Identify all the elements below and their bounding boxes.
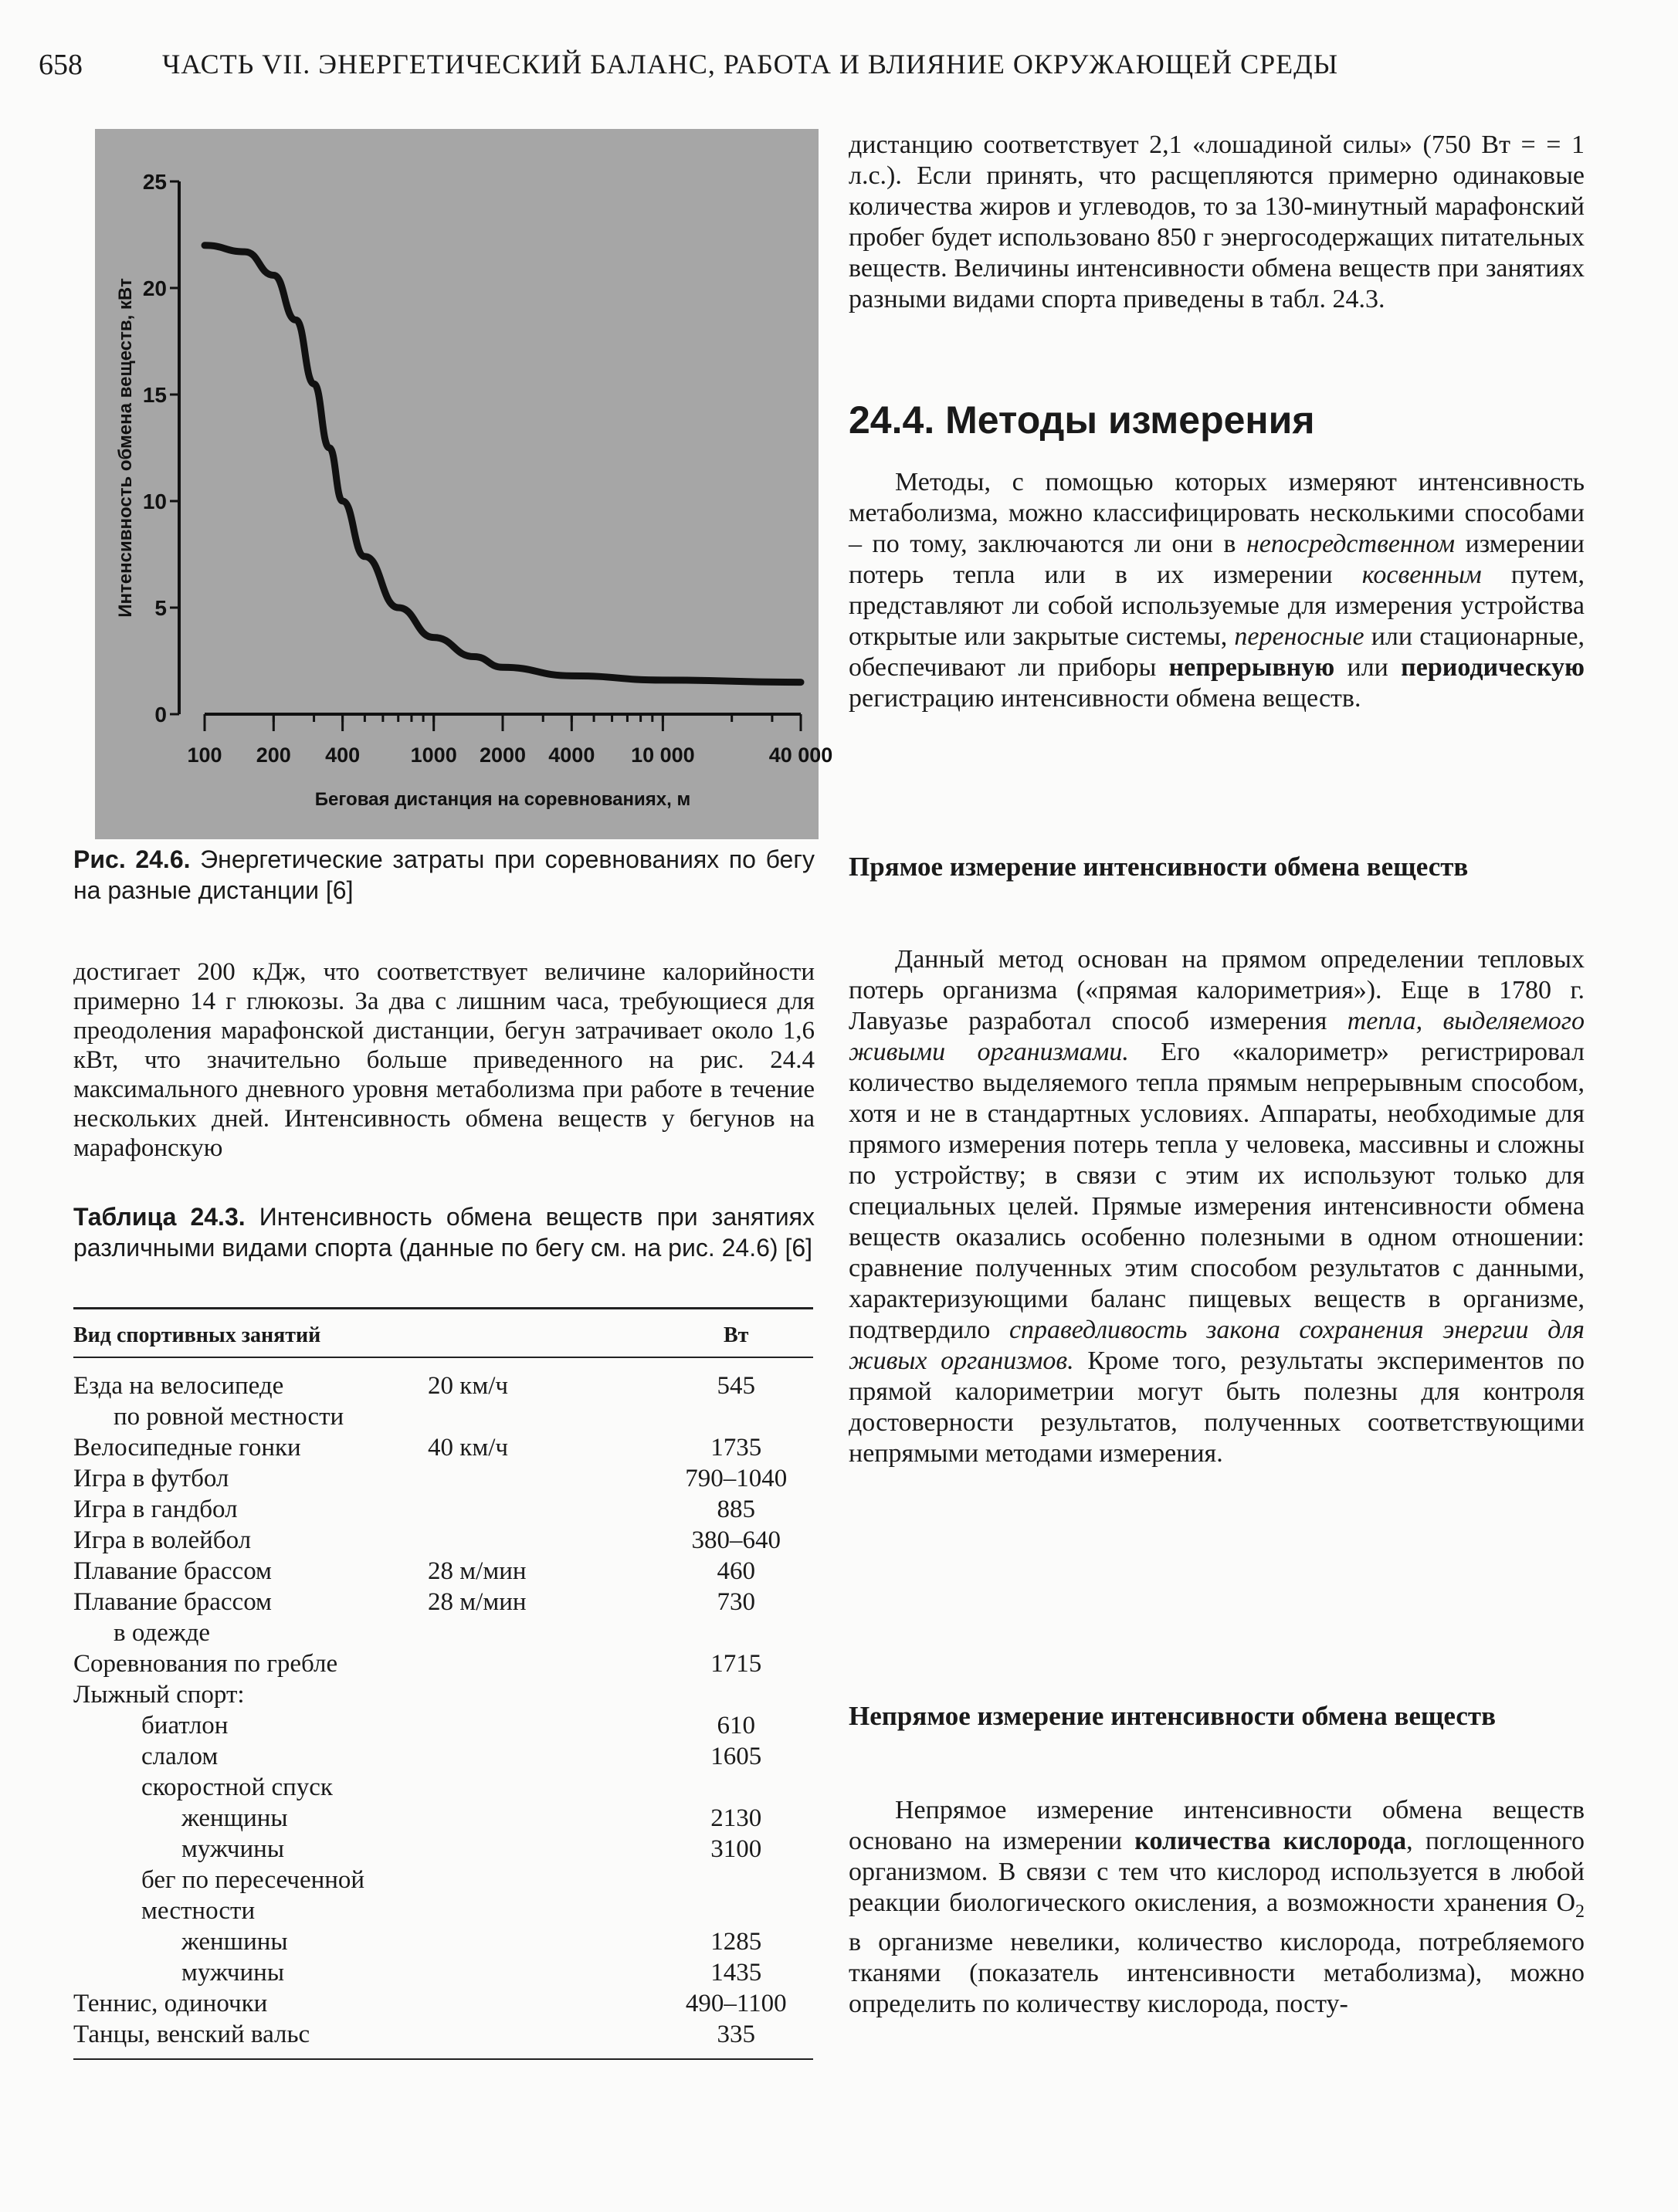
table-row bbox=[73, 1618, 813, 1648]
watts-cell: 460 bbox=[717, 1557, 755, 1585]
table-row bbox=[73, 1957, 813, 1988]
speed-cell bbox=[428, 1957, 659, 1988]
italic-text: переносные bbox=[1234, 622, 1364, 651]
speed-cell bbox=[428, 1525, 659, 1556]
bold-text: количества кислорода bbox=[1134, 1827, 1407, 1855]
activity-cell: в одежде bbox=[114, 1619, 211, 1647]
watts-cell: 1735 bbox=[710, 1434, 762, 1462]
table-caption-text: Интенсивность обмена веществ при занятиях различными видами спорта (данные по бегу см. на рис. 24.6) [6] bbox=[73, 1203, 815, 1262]
speed-cell bbox=[428, 1988, 659, 2019]
y-tick-label: 5 bbox=[154, 596, 167, 620]
speed-cell bbox=[428, 1803, 659, 1834]
activity-cell: Соревнования по гребле bbox=[73, 1650, 338, 1678]
x-tick-label: 10 000 bbox=[631, 744, 695, 767]
table-row bbox=[73, 1710, 813, 1741]
watts-cell bbox=[659, 1865, 813, 1895]
table-row bbox=[73, 1463, 813, 1494]
activity-cell: Велосипедные гонки bbox=[73, 1434, 301, 1462]
speed-cell bbox=[428, 1741, 659, 1772]
text-segment: Данный метод основан на прямом определении тепловых потерь организма («прямая калориметрия»). Еще в 1780 г. Лавуазье разработал способ измерения bbox=[849, 945, 1585, 1035]
figure-caption bbox=[73, 844, 815, 906]
table-row bbox=[73, 1587, 813, 1618]
activity-cell: местности bbox=[141, 1897, 256, 1925]
activity-cell: биатлон bbox=[141, 1712, 229, 1739]
activity-cell: слалом bbox=[141, 1743, 219, 1770]
paragraph-direct bbox=[849, 944, 1585, 1469]
activity-cell: скоростной спуск bbox=[141, 1773, 333, 1801]
watts-cell: 2130 bbox=[710, 1804, 762, 1832]
watts-cell: 1435 bbox=[710, 1959, 762, 1987]
activity-cell: Игра в футбол bbox=[73, 1465, 229, 1492]
speed-cell bbox=[428, 1865, 659, 1895]
italic-text: справедливость закона сохранения энергии для живых организмов. bbox=[849, 1316, 1585, 1375]
table-row bbox=[73, 1772, 813, 1803]
text-segment: или bbox=[1334, 653, 1402, 682]
series-line-curve bbox=[205, 246, 801, 683]
activity-cell: Плавание брассом bbox=[73, 1557, 272, 1585]
watts-cell: 335 bbox=[717, 2021, 755, 2048]
watts-cell: 790–1040 bbox=[685, 1465, 788, 1492]
speed-cell: 20 км/ч bbox=[428, 1372, 508, 1400]
activity-cell: мужчины bbox=[181, 1959, 285, 1987]
speed-cell bbox=[428, 1648, 659, 1679]
table-row bbox=[73, 2019, 813, 2050]
section-heading: 24.4. Методы измерения bbox=[849, 398, 1315, 442]
speed-cell bbox=[428, 1772, 659, 1803]
table-row bbox=[73, 1525, 813, 1556]
watts-cell bbox=[659, 1772, 813, 1803]
table-row bbox=[73, 1432, 813, 1463]
text-segment: , поглощенного организмом. В связи с тем что кислород используется в любой реакции биологического окисления, а возможности хранения O bbox=[849, 1827, 1585, 1917]
y-axis-label: Интенсивность обмена веществ, кВт bbox=[115, 278, 136, 618]
x-tick-label: 200 bbox=[256, 744, 291, 767]
table-row bbox=[73, 1679, 813, 1710]
speed-cell bbox=[428, 1895, 659, 1926]
y-tick-label: 25 bbox=[142, 170, 167, 194]
watts-cell: 545 bbox=[717, 1372, 755, 1400]
y-tick-label: 20 bbox=[142, 276, 167, 300]
figure-caption-text: Энергетические затраты при соревнованиях по бегу на разные дистанции [6] bbox=[73, 845, 815, 904]
watts-cell: 1715 bbox=[710, 1650, 762, 1678]
x-tick-label: 40 000 bbox=[768, 744, 833, 767]
paragraph-methods bbox=[849, 467, 1585, 714]
activity-cell: мужчины bbox=[181, 1835, 285, 1863]
speed-cell bbox=[428, 1494, 659, 1525]
activity-cell: женшины bbox=[181, 1928, 288, 1956]
activity-cell: Плавание брассом bbox=[73, 1588, 272, 1616]
activity-cell: по ровной местности bbox=[114, 1403, 344, 1431]
page-number: 658 bbox=[39, 49, 83, 81]
x-tick-label: 1000 bbox=[410, 744, 457, 767]
running-title: ЧАСТЬ VII. ЭНЕРГЕТИЧЕСКИЙ БАЛАНС, РАБОТА И ВЛИЯНИЕ ОКРУЖАЮЩЕЙ СРЕДЫ bbox=[162, 49, 1339, 80]
italic-text: косвенным bbox=[1361, 561, 1482, 589]
text-segment: Его «калориметр» регистрировал количество выделяемого тепла прямым непрерывным способом, хотя и не в стандартных условиях. Аппараты, необходимые для прямого измерения потерь тепла у человека, массивны и сложны по устройству; в связи с этим их используют только для специальных целей. Прямые измерения интенсивности обмена веществ оказались особенно полезными в одном отношении: сравнение полученных этим способом результатов с данными, характеризующими баланс пищевых веществ в организме, подтвердило bbox=[849, 1038, 1585, 1344]
table-row bbox=[73, 1494, 813, 1525]
table-row bbox=[73, 1895, 813, 1926]
activity-cell: бег по пересеченной bbox=[141, 1866, 365, 1894]
subheading-indirect: Непрямое измерение интенсивности обмена веществ bbox=[849, 1701, 1497, 1731]
table-body bbox=[73, 1370, 813, 2050]
table-row bbox=[73, 1648, 813, 1679]
table-row bbox=[73, 1865, 813, 1895]
left-paragraph: достигает 200 кДж, что соответствует величине калорийности примерно 14 г глюкозы. За два с лишним часа, требующиеся для преодоления марафонской дистанции, бегун затрачивает около 1,6 кВт, что значительно больше приведенного на рис. 24.4 максимального дневного уровня метаболизма при работе в течение нескольких дней. Интенсивность обмена веществ у бегунов на марафонскую bbox=[73, 958, 815, 1162]
text-segment: измерении потерь тепла или в их измерении bbox=[849, 530, 1585, 589]
activity-cell: Игра в гандбол bbox=[73, 1496, 238, 1523]
y-tick-label: 10 bbox=[142, 489, 167, 513]
table-row bbox=[73, 1988, 813, 2019]
table-row bbox=[73, 1926, 813, 1957]
table-row bbox=[73, 1803, 813, 1834]
watts-cell bbox=[659, 1679, 813, 1710]
table-row bbox=[73, 1401, 813, 1432]
italic-text: тепла, выделяемого живыми организмами. bbox=[849, 1007, 1585, 1066]
paragraph-continuation bbox=[849, 130, 1585, 315]
y-tick-label: 0 bbox=[154, 703, 167, 727]
activity-cell: Лыжный спорт: bbox=[73, 1681, 245, 1709]
watts-cell: 1605 bbox=[710, 1743, 762, 1770]
text-segment: регистрацию интенсивности обмена веществ. bbox=[849, 684, 1361, 713]
table-bottom-rule bbox=[73, 2058, 813, 2060]
x-tick-label: 400 bbox=[325, 744, 361, 767]
table-row bbox=[73, 1741, 813, 1772]
subheading-direct: Прямое измерение интенсивности обмена веществ bbox=[849, 852, 1469, 882]
speed-cell bbox=[428, 1401, 659, 1432]
watts-cell bbox=[659, 1401, 813, 1432]
watts-cell: 1285 bbox=[710, 1928, 762, 1956]
table-header-rule bbox=[73, 1357, 813, 1358]
text-segment: дистанцию соответствует 2,1 «лошадиной силы» (750 Вт = = 1 л.с.). Если принять, что расщепляются примерно одинаковые количества жиров и углеводов, то за 130-минутный марафонский пробег будет использовано 850 г энергосодержащих питательных веществ. Величины интенсивности обмена веществ при занятиях разными видами спорта приведены в табл. 24.3. bbox=[849, 130, 1585, 313]
table-caption bbox=[73, 1201, 815, 1263]
table-header bbox=[73, 1320, 813, 1351]
watts-cell bbox=[659, 1618, 813, 1648]
text-segment: или стационарные, обеспечивают ли приборы bbox=[849, 622, 1585, 682]
activity-cell: Теннис, одиночки bbox=[73, 1990, 268, 2017]
paragraph-indirect bbox=[849, 1795, 1585, 2020]
bold-text: периодическую bbox=[1401, 653, 1585, 682]
watts-cell: 610 bbox=[717, 1712, 755, 1739]
table-header-watts: Вт bbox=[723, 1323, 749, 1347]
figure-label: Рис. 24.6. bbox=[73, 845, 191, 873]
speed-cell bbox=[428, 2019, 659, 2050]
x-tick-label: 100 bbox=[187, 744, 222, 767]
speed-cell: 40 км/ч bbox=[428, 1434, 508, 1462]
watts-cell: 490–1100 bbox=[685, 1990, 787, 2017]
watts-cell: 3100 bbox=[710, 1835, 762, 1863]
activity-cell: женщины bbox=[181, 1804, 288, 1832]
text-segment: Методы, с помощью которых измеряют интенсивность метаболизма, можно классифицировать несколькими способами – по тому, заключаются ли они в bbox=[849, 468, 1585, 558]
speed-cell bbox=[428, 1710, 659, 1741]
watts-cell: 380–640 bbox=[691, 1526, 781, 1554]
table-top-rule bbox=[73, 1307, 813, 1309]
x-tick-label: 2000 bbox=[479, 744, 527, 767]
table-row bbox=[73, 1370, 813, 1401]
bold-text: непрерывную bbox=[1168, 653, 1335, 682]
watts-cell: 885 bbox=[717, 1496, 755, 1523]
text-segment: путем, представляют ли собой используемые для измерения устройства открытые или закрытые системы, bbox=[849, 561, 1585, 651]
activity-cell: Езда на велосипеде bbox=[73, 1372, 284, 1400]
table-row bbox=[73, 1556, 813, 1587]
activity-cell: Танцы, венский вальс bbox=[73, 2021, 310, 2048]
x-tick-label: 4000 bbox=[548, 744, 595, 767]
speed-cell bbox=[428, 1463, 659, 1494]
text-segment: Непрямое измерение интенсивности обмена веществ основано на измерении bbox=[849, 1796, 1585, 1855]
watts-cell bbox=[659, 1895, 813, 1926]
table-row bbox=[73, 1834, 813, 1865]
speed-cell bbox=[428, 1834, 659, 1865]
chart bbox=[95, 129, 833, 839]
speed-cell: 28 м/мин bbox=[428, 1557, 527, 1585]
speed-cell bbox=[428, 1679, 659, 1710]
table-label: Таблица 24.3. bbox=[73, 1203, 246, 1231]
x-axis-label: Беговая дистанция на соревнованиях, м bbox=[314, 789, 691, 810]
speed-cell: 28 м/мин bbox=[428, 1588, 527, 1616]
y-tick-label: 15 bbox=[142, 383, 167, 407]
subscript: 2 bbox=[1575, 1901, 1585, 1922]
speed-cell bbox=[428, 1926, 659, 1957]
activity-cell: Игра в волейбол bbox=[73, 1526, 252, 1554]
italic-text: непосредственном bbox=[1246, 530, 1456, 558]
watts-cell: 730 bbox=[717, 1588, 755, 1616]
text-segment: Кроме того, результаты экспериментов по прямой калориметрии могут быть полезны для контроля достоверности результатов, полученных соответствующими непрямыми методами измерения. bbox=[849, 1347, 1585, 1468]
table-header-activity: Вид спортивных занятий bbox=[73, 1323, 321, 1347]
speed-cell bbox=[428, 1618, 659, 1648]
text-segment: в организме невелики, количество кислорода, потребляемого тканями (показатель интенсивности метаболизма), можно определить по количеству кислорода, посту- bbox=[849, 1927, 1585, 2018]
